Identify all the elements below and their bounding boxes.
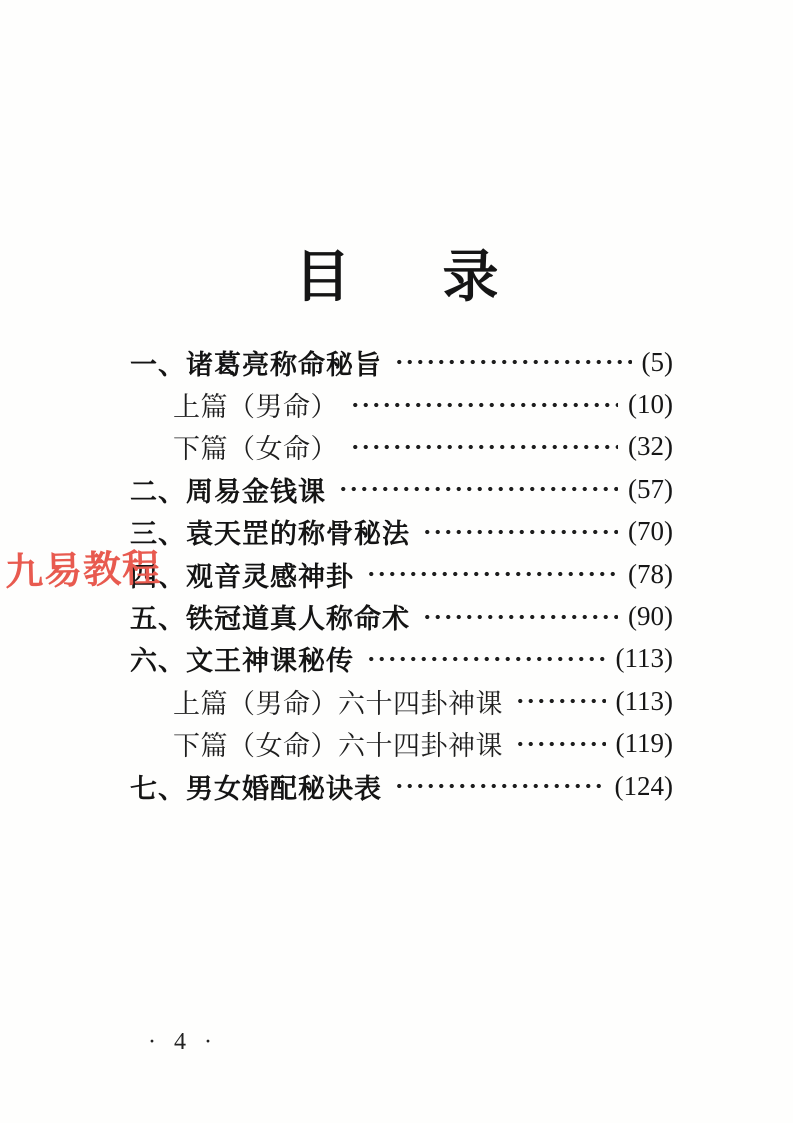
toc-entry-label: 五、铁冠道真人称命术 <box>130 604 410 635</box>
toc-leader-dots <box>515 680 606 722</box>
toc-leader-dots <box>366 638 606 680</box>
toc-leader-dots <box>350 383 618 425</box>
toc-entry <box>130 765 673 807</box>
toc-leader-dots <box>422 511 618 553</box>
toc-entry-label: 上篇（男命） <box>173 392 338 423</box>
toc-leader-dots <box>394 341 632 383</box>
toc-entry-page: (5) <box>641 346 673 377</box>
toc-entry-page: (113) <box>615 685 673 716</box>
toc-entry-page: (78) <box>628 558 673 589</box>
toc-entry-label: 一、诸葛亮称命秘旨 <box>130 349 382 380</box>
toc-entry-label: 下篇（女命） <box>173 434 338 465</box>
toc-entry <box>130 595 673 637</box>
toc-entry-page: (90) <box>628 601 673 632</box>
toc-entry-label: 二、周易金钱课 <box>130 476 326 507</box>
toc-entry-label: 上篇（男命）六十四卦神课 <box>173 688 503 719</box>
toc-entry-page: (10) <box>628 389 673 420</box>
toc-entry-label: 下篇（女命）六十四卦神课 <box>173 731 503 762</box>
toc-entry-page: (113) <box>615 643 673 674</box>
toc-entry <box>130 468 673 510</box>
toc-leader-dots <box>515 723 606 765</box>
toc-entry-label: 四、观音灵感神卦 <box>130 561 354 592</box>
toc-entry-label: 七、男女婚配秘诀表 <box>130 773 382 804</box>
page-title-char-1: 目 <box>294 245 351 308</box>
toc-entry-page: (57) <box>628 473 673 504</box>
toc-leader-dots <box>338 468 618 510</box>
toc-entry <box>130 680 673 722</box>
toc-leader-dots <box>366 553 618 595</box>
toc-list <box>130 341 673 807</box>
toc-entry-label: 六、文王神课秘传 <box>130 646 354 677</box>
toc-entry-page: (119) <box>615 728 673 759</box>
page-title <box>0 246 793 308</box>
footer-page-number: · 4 · <box>148 1029 218 1055</box>
toc-entry <box>130 511 673 553</box>
toc-entry-page: (32) <box>628 431 673 462</box>
toc-entry <box>130 638 673 680</box>
toc-entry <box>130 723 673 765</box>
toc-leader-dots <box>394 765 605 807</box>
toc-entry-page: (124) <box>614 770 673 801</box>
toc-entry <box>130 426 673 468</box>
toc-entry <box>130 383 673 425</box>
toc-entry-label: 三、袁天罡的称骨秘法 <box>130 519 410 550</box>
toc-entry <box>130 341 673 383</box>
toc-leader-dots <box>350 426 618 468</box>
watermark-text: 九易教程 <box>4 547 162 594</box>
page-title-char-2: 录 <box>442 245 499 308</box>
toc-entry <box>130 553 673 595</box>
toc-entry-page: (70) <box>628 516 673 547</box>
toc-leader-dots <box>422 595 618 637</box>
